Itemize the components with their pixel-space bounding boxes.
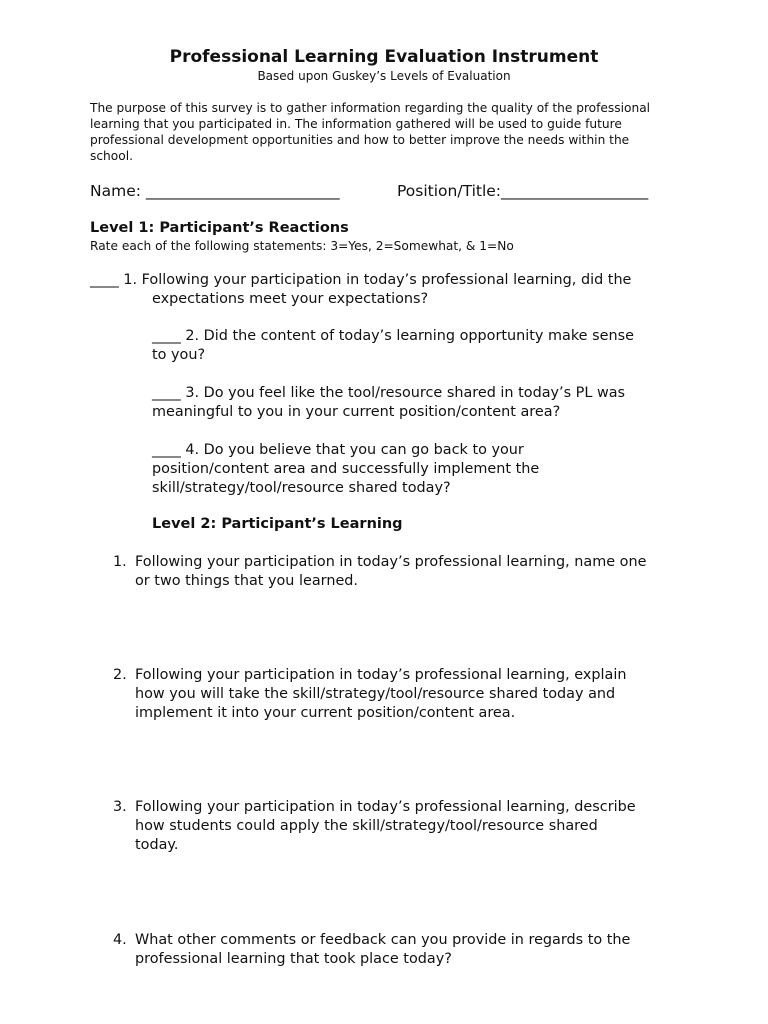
- item-number: 4.: [113, 932, 127, 948]
- level1-item-3[interactable]: [152, 384, 625, 422]
- question-line: meaningful to you in your current position/content area?: [152, 404, 561, 420]
- question-line: Following your participation in today’s professional learning, describe: [135, 799, 636, 815]
- item-number: 2.: [113, 667, 127, 683]
- level1-item-2[interactable]: [152, 327, 634, 365]
- document-title: Professional Learning Evaluation Instrument: [169, 47, 599, 67]
- question-line: ____ 4. Do you believe that you can go back to your: [152, 442, 524, 458]
- document-subtitle: Based upon Guskey’s Levels of Evaluation: [257, 69, 511, 83]
- question-line: or two things that you learned.: [135, 573, 359, 589]
- question-line: Following your participation in today’s professional learning, explain: [135, 667, 627, 683]
- question-line: ____ 1. Following your participation in today’s professional learning, did the: [90, 272, 632, 288]
- level2-heading: Level 2: Participant’s Learning: [152, 516, 403, 532]
- position-title-field[interactable]: Position/Title:___________________: [397, 182, 649, 200]
- question-line: today.: [135, 837, 179, 853]
- name-field[interactable]: Name: _________________________: [90, 182, 340, 200]
- question-line: how you will take the skill/strategy/tool/resource shared today and: [135, 686, 616, 702]
- purpose-line: learning that you participated in. The information gathered will be used to guide future: [90, 117, 622, 131]
- purpose-paragraph: [90, 100, 690, 164]
- purpose-line: professional development opportunities and how to better improve the needs within the: [90, 133, 630, 147]
- item-number: 1.: [113, 554, 127, 570]
- level1-item-1[interactable]: [90, 271, 631, 309]
- level1-item-4[interactable]: [152, 441, 539, 498]
- question-line: how students could apply the skill/strategy/tool/resource shared: [135, 818, 598, 834]
- item-number: 3.: [113, 799, 127, 815]
- question-line: implement it into your current position/content area.: [135, 705, 516, 721]
- purpose-line: The purpose of this survey is to gather information regarding the quality of the professional: [90, 101, 651, 115]
- question-line: expectations meet your expectations?: [152, 291, 429, 307]
- level2-item-3: [113, 798, 636, 855]
- question-line: skill/strategy/tool/resource shared today?: [152, 480, 451, 496]
- question-line: professional learning that took place today?: [135, 951, 452, 967]
- level2-item-4: [113, 931, 630, 969]
- question-line: Following your participation in today’s professional learning, name one: [135, 554, 647, 570]
- level2-item-1: [113, 553, 646, 591]
- purpose-line: school.: [90, 149, 133, 163]
- question-line: ____ 3. Do you feel like the tool/resource shared in today’s PL was: [152, 385, 626, 401]
- question-line: ____ 2. Did the content of today’s learning opportunity make sense: [152, 328, 634, 344]
- question-line: to you?: [152, 347, 206, 363]
- level1-heading: Level 1: Participant’s Reactions: [90, 220, 349, 236]
- level2-item-2: [113, 666, 626, 723]
- question-line: position/content area and successfully implement the: [152, 461, 540, 477]
- level1-instructions: Rate each of the following statements: 3=Yes, 2=Somewhat, & 1=No: [90, 239, 514, 253]
- question-line: What other comments or feedback can you provide in regards to the: [135, 932, 631, 948]
